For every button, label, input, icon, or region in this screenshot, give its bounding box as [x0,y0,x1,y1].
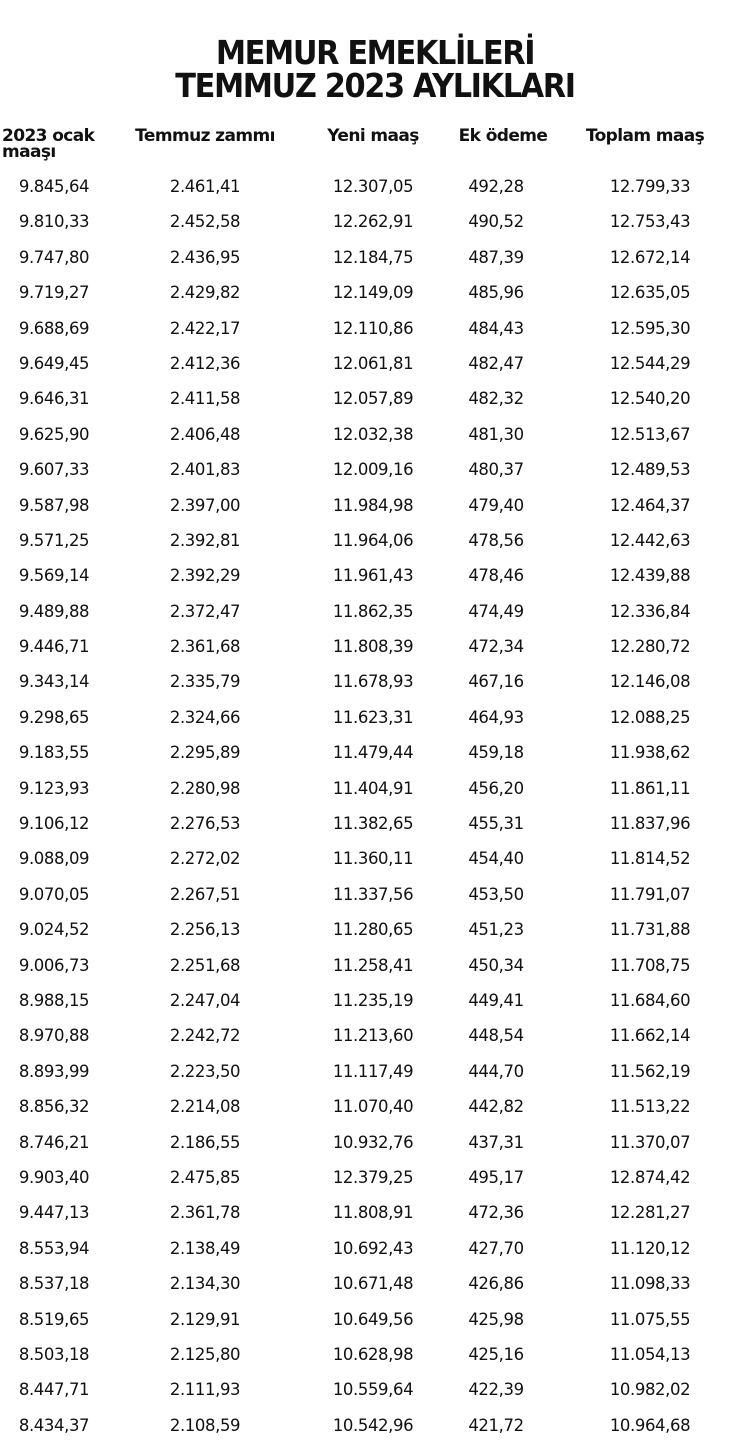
ocak-maasi-cell: 9.587,98 [18,495,90,515]
yeni-maas-cell: 11.070,40 [332,1097,414,1117]
ocak-maasi-cell: 8.434,37 [18,1415,90,1435]
yeni-maas-cell: 11.404,91 [332,778,414,798]
ek-odeme-cell: 449,41 [468,990,524,1010]
ek-odeme-cell: 437,31 [468,1132,524,1152]
temmuz-zammi-cell: 2.247,04 [169,990,241,1010]
yeni-maas-cell: 11.280,65 [332,920,414,940]
yeni-maas-cell: 12.110,86 [332,318,414,338]
yeni-maas-cell: 12.307,05 [332,177,414,196]
ek-odeme-cell: 492,28 [468,177,524,196]
ek-odeme-cell: 487,39 [468,247,524,267]
yeni-maas-cell: 10.559,64 [332,1380,414,1400]
page-title-line-1: MEMUR EMEKLİLERİ [215,33,535,72]
ek-odeme-cell: 453,50 [468,884,524,904]
toplam-maas-cell: 12.442,63 [609,530,691,550]
toplam-maas-cell: 11.054,13 [609,1344,691,1364]
ek-odeme-cell: 427,70 [468,1238,524,1258]
ek-odeme-cell: 448,54 [468,1026,524,1046]
toplam-maas-cell: 11.837,96 [609,814,691,834]
table-row [0,1054,750,1089]
temmuz-zammi-cell: 2.401,83 [169,460,241,480]
toplam-maas-cell: 11.861,11 [609,778,691,798]
yeni-maas-cell: 11.337,56 [332,884,414,904]
table-row [0,629,750,664]
table-row [0,558,750,593]
table-row [0,1195,750,1230]
table-row [0,169,750,204]
toplam-maas-cell: 11.938,62 [609,743,691,763]
table-row [0,664,750,699]
temmuz-zammi-cell: 2.361,68 [169,637,241,657]
ocak-maasi-cell: 8.856,32 [18,1097,90,1117]
table-row [0,240,750,275]
ocak-maasi-cell: 9.646,31 [18,389,90,409]
ocak-maasi-cell: 9.446,71 [18,637,90,657]
ek-odeme-cell: 472,34 [468,637,524,657]
toplam-maas-cell: 12.088,25 [609,707,691,727]
page-title-line-2: TEMMUZ 2023 AYLIKLARI [175,66,575,105]
ocak-maasi-cell: 9.006,73 [18,955,90,975]
toplam-maas-cell: 11.562,19 [609,1061,691,1081]
ek-odeme-cell: 464,93 [468,707,524,727]
yeni-maas-cell: 12.057,89 [332,389,414,409]
ek-odeme-cell: 482,32 [468,389,524,409]
table-row [0,488,750,523]
ek-odeme-cell: 490,52 [468,212,524,232]
yeni-maas-cell: 11.382,65 [332,814,414,834]
temmuz-zammi-cell: 2.335,79 [169,672,241,692]
toplam-maas-cell: 12.874,42 [609,1167,691,1187]
table-row [0,1160,750,1195]
yeni-maas-cell: 11.623,31 [332,707,414,727]
table-body [0,169,750,1443]
ocak-maasi-cell: 8.447,71 [18,1380,90,1400]
ocak-maasi-cell: 8.893,99 [18,1061,90,1081]
yeni-maas-cell: 12.032,38 [332,424,414,444]
toplam-maas-cell: 12.799,33 [609,177,691,196]
ocak-maasi-cell: 9.489,88 [18,601,90,621]
toplam-maas-cell: 12.595,30 [609,318,691,338]
ek-odeme-cell: 474,49 [468,601,524,621]
toplam-maas-cell: 12.753,43 [609,212,691,232]
toplam-maas-cell: 12.672,14 [609,247,691,267]
table-row [0,1266,750,1301]
toplam-maas-cell: 11.708,75 [609,955,691,975]
yeni-maas-cell: 12.009,16 [332,460,414,480]
temmuz-zammi-cell: 2.461,41 [169,177,241,196]
ek-odeme-cell: 482,47 [468,353,524,373]
table-row [0,311,750,346]
toplam-maas-cell: 11.791,07 [609,884,691,904]
temmuz-zammi-cell: 2.361,78 [169,1203,241,1223]
table-row [0,912,750,947]
ocak-maasi-cell: 9.845,64 [18,177,90,196]
table-row [0,1018,750,1053]
ocak-maasi-cell: 8.746,21 [18,1132,90,1152]
ek-odeme-cell: 426,86 [468,1274,524,1294]
ocak-maasi-cell: 9.123,93 [18,778,90,798]
toplam-maas-cell: 10.982,02 [609,1380,691,1400]
temmuz-zammi-cell: 2.280,98 [169,778,241,798]
ocak-maasi-cell: 9.747,80 [18,247,90,267]
table-row [0,346,750,381]
temmuz-zammi-cell: 2.138,49 [169,1238,241,1258]
page-title [30,33,720,105]
toplam-maas-cell: 12.281,27 [609,1203,691,1223]
yeni-maas-cell: 11.984,98 [332,495,414,515]
ocak-maasi-cell: 9.688,69 [18,318,90,338]
ocak-maasi-cell: 9.183,55 [18,743,90,763]
column-header-temmuz-zammi: Temmuz zammı [135,126,275,146]
ek-odeme-cell: 459,18 [468,743,524,763]
column-header-toplam-maas: Toplam maaş [585,126,705,146]
ocak-maasi-cell: 9.571,25 [18,530,90,550]
toplam-maas-cell: 11.098,33 [609,1274,691,1294]
yeni-maas-cell: 11.213,60 [332,1026,414,1046]
ek-odeme-cell: 478,56 [468,530,524,550]
table-row [0,1408,750,1443]
toplam-maas-cell: 11.814,52 [609,849,691,869]
toplam-maas-cell: 11.662,14 [609,1026,691,1046]
ek-odeme-cell: 456,20 [468,778,524,798]
temmuz-zammi-cell: 2.475,85 [169,1167,241,1187]
yeni-maas-cell: 11.808,91 [332,1203,414,1223]
column-header-yeni-maas: Yeni maaş [327,126,419,146]
temmuz-zammi-cell: 2.256,13 [169,920,241,940]
table-row [0,983,750,1018]
temmuz-zammi-cell: 2.108,59 [169,1415,241,1435]
temmuz-zammi-cell: 2.295,89 [169,743,241,763]
temmuz-zammi-cell: 2.429,82 [169,283,241,303]
ek-odeme-cell: 425,16 [468,1344,524,1364]
yeni-maas-cell: 12.262,91 [332,212,414,232]
yeni-maas-cell: 12.379,25 [332,1167,414,1187]
table-row [0,381,750,416]
temmuz-zammi-cell: 2.129,91 [169,1309,241,1329]
table-row [0,523,750,558]
ocak-maasi-cell: 8.553,94 [18,1238,90,1258]
table-row [0,1302,750,1337]
toplam-maas-cell: 11.731,88 [609,920,691,940]
ocak-maasi-cell: 8.503,18 [18,1344,90,1364]
yeni-maas-cell: 11.479,44 [332,743,414,763]
ocak-maasi-cell: 9.569,14 [18,566,90,586]
toplam-maas-cell: 11.120,12 [609,1238,691,1258]
ek-odeme-cell: 484,43 [468,318,524,338]
ocak-maasi-cell: 9.106,12 [18,814,90,834]
column-header-ek-odeme: Ek ödeme [458,126,548,146]
ek-odeme-cell: 425,98 [468,1309,524,1329]
yeni-maas-cell: 10.649,56 [332,1309,414,1329]
table-row [0,275,750,310]
toplam-maas-cell: 12.513,67 [609,424,691,444]
ocak-maasi-cell: 9.719,27 [18,283,90,303]
ocak-maasi-cell: 8.519,65 [18,1309,90,1329]
ek-odeme-cell: 472,36 [468,1203,524,1223]
yeni-maas-cell: 11.117,49 [332,1061,414,1081]
yeni-maas-cell: 10.542,96 [332,1415,414,1435]
ek-odeme-cell: 455,31 [468,814,524,834]
table-row [0,841,750,876]
table-row [0,1231,750,1266]
temmuz-zammi-cell: 2.422,17 [169,318,241,338]
table-row [0,1337,750,1372]
ocak-maasi-cell: 9.810,33 [18,212,90,232]
temmuz-zammi-cell: 2.372,47 [169,601,241,621]
yeni-maas-cell: 11.964,06 [332,530,414,550]
ek-odeme-cell: 444,70 [468,1061,524,1081]
temmuz-zammi-cell: 2.392,29 [169,566,241,586]
ocak-maasi-cell: 9.298,65 [18,707,90,727]
temmuz-zammi-cell: 2.436,95 [169,247,241,267]
temmuz-zammi-cell: 2.406,48 [169,424,241,444]
ocak-maasi-cell: 9.447,13 [18,1203,90,1223]
yeni-maas-cell: 11.258,41 [332,955,414,975]
yeni-maas-cell: 12.184,75 [332,247,414,267]
ek-odeme-cell: 495,17 [468,1167,524,1187]
yeni-maas-cell: 11.678,93 [332,672,414,692]
toplam-maas-cell: 12.540,20 [609,389,691,409]
toplam-maas-cell: 11.513,22 [609,1097,691,1117]
toplam-maas-cell: 12.280,72 [609,637,691,657]
temmuz-zammi-cell: 2.324,66 [169,707,241,727]
table-row [0,771,750,806]
toplam-maas-cell: 12.544,29 [609,353,691,373]
ocak-maasi-cell: 8.970,88 [18,1026,90,1046]
ocak-maasi-cell: 9.070,05 [18,884,90,904]
yeni-maas-cell: 11.360,11 [332,849,414,869]
table-row [0,1125,750,1160]
ek-odeme-cell: 485,96 [468,283,524,303]
ek-odeme-cell: 422,39 [468,1380,524,1400]
toplam-maas-cell: 12.146,08 [609,672,691,692]
ocak-maasi-cell: 9.649,45 [18,353,90,373]
ek-odeme-cell: 478,46 [468,566,524,586]
ek-odeme-cell: 481,30 [468,424,524,444]
yeni-maas-cell: 11.961,43 [332,566,414,586]
table-row [0,700,750,735]
toplam-maas-cell: 12.635,05 [609,283,691,303]
yeni-maas-cell: 10.628,98 [332,1344,414,1364]
temmuz-zammi-cell: 2.267,51 [169,884,241,904]
yeni-maas-cell: 10.932,76 [332,1132,414,1152]
temmuz-zammi-cell: 2.272,02 [169,849,241,869]
toplam-maas-cell: 11.370,07 [609,1132,691,1152]
temmuz-zammi-cell: 2.276,53 [169,814,241,834]
column-header-ocak-maasi: 2023 ocak maaşı [2,126,95,162]
ek-odeme-cell: 442,82 [468,1097,524,1117]
yeni-maas-cell: 10.671,48 [332,1274,414,1294]
ocak-maasi-cell: 8.537,18 [18,1274,90,1294]
ek-odeme-cell: 454,40 [468,849,524,869]
temmuz-zammi-cell: 2.411,58 [169,389,241,409]
temmuz-zammi-cell: 2.251,68 [169,955,241,975]
ek-odeme-cell: 480,37 [468,460,524,480]
temmuz-zammi-cell: 2.186,55 [169,1132,241,1152]
temmuz-zammi-cell: 2.223,50 [169,1061,241,1081]
toplam-maas-cell: 11.684,60 [609,990,691,1010]
table-row [0,1372,750,1407]
toplam-maas-cell: 12.336,84 [609,601,691,621]
yeni-maas-cell: 12.149,09 [332,283,414,303]
table-row [0,735,750,770]
toplam-maas-cell: 12.489,53 [609,460,691,480]
temmuz-zammi-cell: 2.134,30 [169,1274,241,1294]
ek-odeme-cell: 479,40 [468,495,524,515]
table-header [0,128,750,172]
table-row [0,806,750,841]
temmuz-zammi-cell: 2.397,00 [169,495,241,515]
toplam-maas-cell: 12.464,37 [609,495,691,515]
ek-odeme-cell: 421,72 [468,1415,524,1435]
ocak-maasi-cell: 9.625,90 [18,424,90,444]
ek-odeme-cell: 451,23 [468,920,524,940]
temmuz-zammi-cell: 2.111,93 [169,1380,241,1400]
yeni-maas-cell: 12.061,81 [332,353,414,373]
temmuz-zammi-cell: 2.412,36 [169,353,241,373]
yeni-maas-cell: 11.235,19 [332,990,414,1010]
temmuz-zammi-cell: 2.242,72 [169,1026,241,1046]
temmuz-zammi-cell: 2.452,58 [169,212,241,232]
table-row [0,204,750,239]
temmuz-zammi-cell: 2.214,08 [169,1097,241,1117]
table-row [0,877,750,912]
temmuz-zammi-cell: 2.125,80 [169,1344,241,1364]
ek-odeme-cell: 450,34 [468,955,524,975]
ocak-maasi-cell: 9.607,33 [18,460,90,480]
yeni-maas-cell: 11.862,35 [332,601,414,621]
table-row [0,594,750,629]
ocak-maasi-cell: 8.988,15 [18,990,90,1010]
ek-odeme-cell: 467,16 [468,672,524,692]
table-row [0,417,750,452]
table-row [0,1089,750,1124]
temmuz-zammi-cell: 2.392,81 [169,530,241,550]
ocak-maasi-cell: 9.343,14 [18,672,90,692]
ocak-maasi-cell: 9.088,09 [18,849,90,869]
toplam-maas-cell: 12.439,88 [609,566,691,586]
yeni-maas-cell: 10.692,43 [332,1238,414,1258]
table-row [0,948,750,983]
toplam-maas-cell: 11.075,55 [609,1309,691,1329]
yeni-maas-cell: 11.808,39 [332,637,414,657]
ocak-maasi-cell: 9.024,52 [18,920,90,940]
table-row [0,452,750,487]
ocak-maasi-cell: 9.903,40 [18,1167,90,1187]
toplam-maas-cell: 10.964,68 [609,1415,691,1435]
